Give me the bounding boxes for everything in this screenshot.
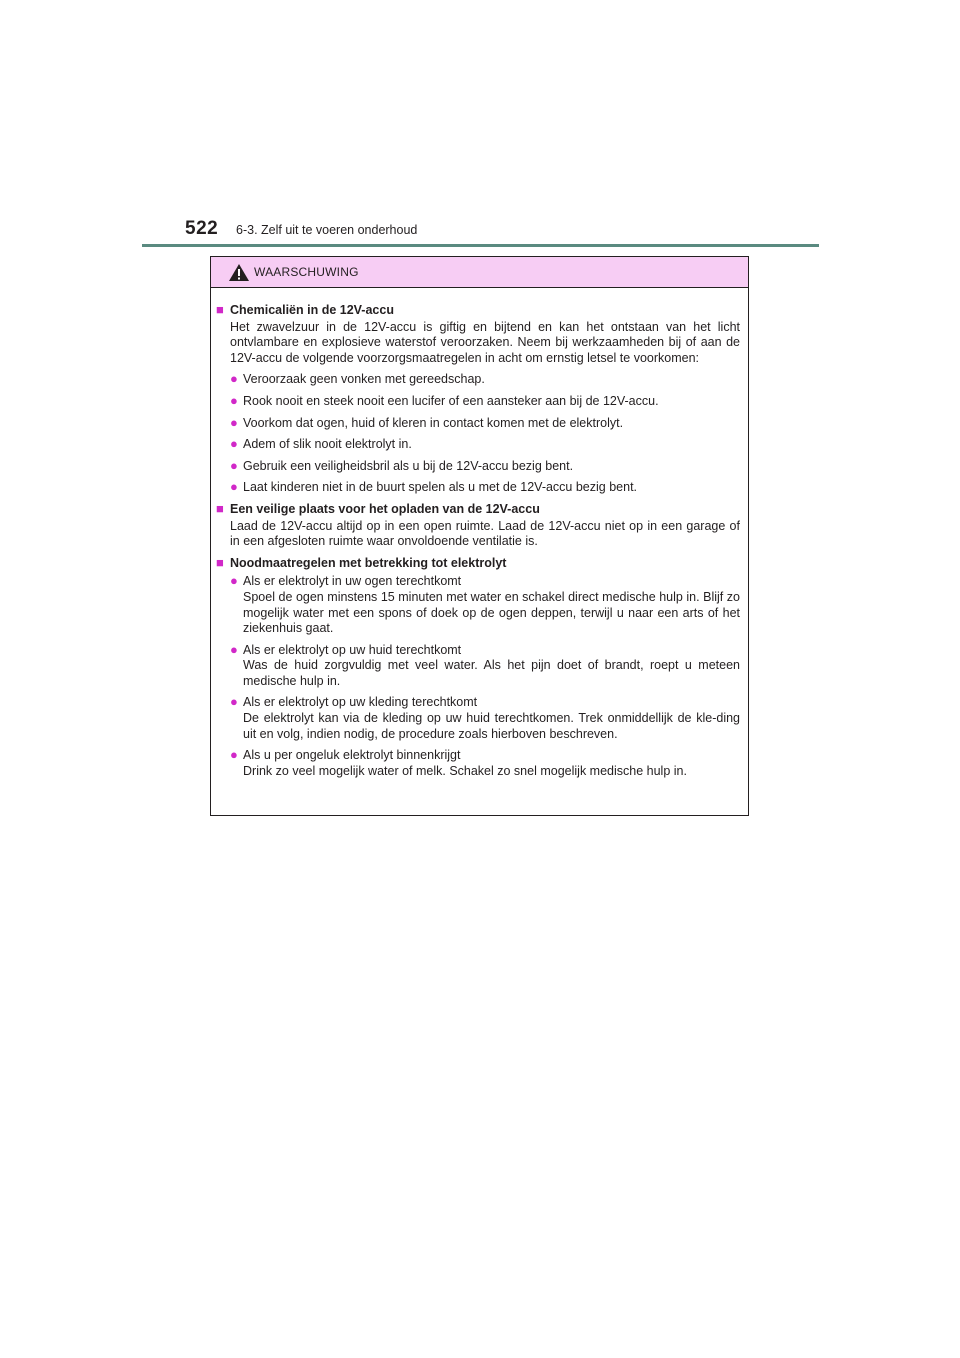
circle-bullet-icon: ● — [230, 414, 238, 430]
warning-title: WAARSCHUWING — [254, 265, 359, 279]
section-heading — [216, 555, 740, 572]
circle-bullet-icon: ● — [230, 747, 238, 763]
list-item: ● Rook nooit en steek nooit een lucifer of een aansteker aan bij de 12V-accu. — [230, 392, 659, 408]
list-item: ● Gebruik een veiligheidsbril als u bij de 12V-accu bezig bent. — [230, 457, 574, 473]
circle-bullet-icon: ● — [230, 573, 238, 589]
warning-header — [211, 257, 748, 288]
circle-bullet-icon: ● — [230, 641, 238, 657]
circle-bullet-icon: ● — [230, 371, 238, 387]
item-title: Als er elektrolyt op uw huid terechtkomt — [243, 642, 462, 657]
square-bullet-icon: ■ — [216, 500, 224, 516]
warning-box — [210, 256, 749, 816]
circle-bullet-icon: ● — [230, 457, 238, 473]
page-number: 522 — [185, 218, 219, 239]
section-heading — [216, 302, 740, 319]
circle-bullet-icon: ● — [230, 694, 238, 710]
square-bullet-icon: ■ — [216, 554, 224, 570]
warning-body — [211, 288, 748, 779]
list-item — [230, 694, 740, 742]
item-text: Spoel de ogen minstens 15 minuten met water en schakel direct medische hulp in. Blijf zo mogelijk water met een spons of doek op de ogen deppen, terwijl u naar een arts of het ziekenhuis gaat. — [243, 589, 740, 636]
item-title: Als er elektrolyt op uw kleding terechtkomt — [243, 695, 478, 710]
item-text: Drink zo veel mogelijk water of melk. Schakel zo snel mogelijk medische hulp in. — [243, 763, 687, 778]
section-paragraph: Laad de 12V-accu altijd op in een open ruimte. Laad de 12V-accu niet op in een garage of in een afgesloten ruimte waar onvoldoende ventilatie is. — [230, 518, 740, 549]
square-bullet-icon: ■ — [216, 302, 224, 317]
item-title: Als er elektrolyt in uw ogen terechtkomt — [243, 574, 462, 589]
section-paragraph: Het zwavelzuur in de 12V-accu is giftig en bijtend en kan het ontstaan van het licht ontvlambare en explosieve waterstof veroorzaken. Neem bij werkzaamheden bij of aan de 12V-accu de volgende voorzorgsmaatregelen in acht om ernstig letsel te voorkomen: — [230, 319, 740, 365]
section-title: 6-3. Zelf uit te voeren onderhoud — [236, 223, 418, 237]
list-item: ● Laat kinderen niet in de buurt spelen als u met de 12V-accu bezig bent. — [230, 479, 638, 495]
list-item: ● Veroorzaak geen vonken met gereedschap. — [230, 371, 485, 387]
list-item — [230, 642, 740, 690]
header-rule — [142, 244, 819, 247]
section-heading-text: Een veilige plaats voor het opladen van de 12V-accu — [230, 501, 540, 516]
section-heading-text: Chemicaliën in de 12V-accu — [230, 303, 394, 317]
item-title: Als u per ongeluk elektrolyt binnenkrijgt — [243, 748, 461, 763]
warning-triangle-icon — [228, 263, 250, 282]
list-item: ● Adem of slik nooit elektrolyt in. — [230, 436, 412, 452]
list-item — [230, 747, 740, 779]
circle-bullet-icon: ● — [230, 436, 238, 452]
section-heading — [216, 501, 740, 518]
list-item — [230, 573, 740, 636]
item-text: Was de huid zorgvuldig met veel water. Als het pijn doet of brandt, roept u meteen medische hulp in. — [243, 658, 740, 688]
section-heading-text: Noodmaatregelen met betrekking tot elektrolyt — [230, 555, 507, 570]
circle-bullet-icon: ● — [230, 392, 238, 408]
list-item: ● Voorkom dat ogen, huid of kleren in contact komen met de elektrolyt. — [230, 414, 624, 430]
circle-bullet-icon: ● — [230, 479, 238, 495]
item-text: De elektrolyt kan via de kleding op uw huid terechtkomen. Trek onmiddellijk de kle-ding uit en volg, indien nodig, de procedure zoals hierboven beschreven. — [243, 711, 740, 741]
